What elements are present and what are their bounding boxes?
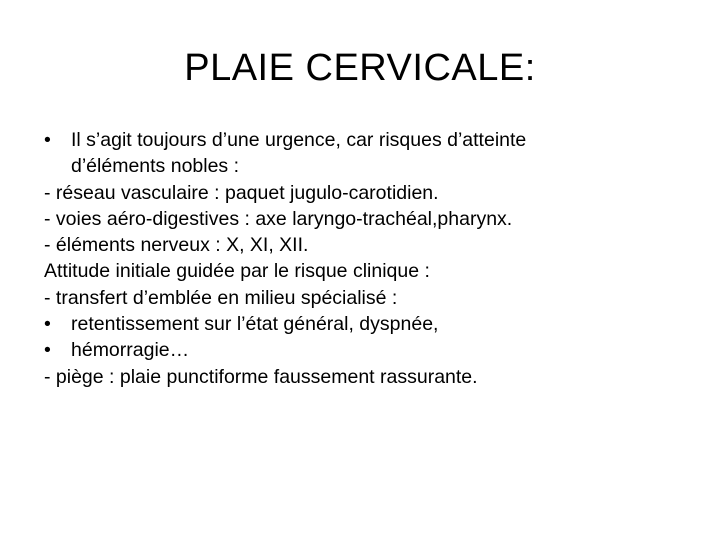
bullet-line (44, 127, 684, 153)
slide-body (44, 127, 684, 390)
line-text: retentissement sur l’état général, dyspnée, (71, 313, 439, 336)
continuation-line: d’éléments nobles : (71, 155, 240, 178)
bullet-icon: • (44, 129, 51, 151)
text-line: - voies aéro-digestives : axe laryngo-trachéal,pharynx. (44, 207, 513, 230)
bullet-line (44, 337, 684, 363)
text-line: - éléments nerveux : X, XI, XII. (44, 234, 309, 257)
text-line: Attitude initiale guidée par le risque clinique : (44, 260, 430, 283)
text-line: - transfert d’emblée en milieu spécialisé : (44, 286, 398, 309)
text-line: - réseau vasculaire : paquet jugulo-carotidien. (44, 181, 439, 204)
bullet-icon: • (44, 313, 51, 336)
slide-title: PLAIE CERVICALE: (184, 47, 536, 89)
bullet-icon: • (44, 339, 51, 362)
line-text: hémorragie… (71, 339, 190, 362)
bullet-line (44, 311, 684, 337)
text-line: - piège : plaie punctiforme faussement rassurante. (44, 365, 478, 388)
line-text: Il s’agit toujours d’une urgence, car risques d’atteinte (71, 129, 527, 151)
